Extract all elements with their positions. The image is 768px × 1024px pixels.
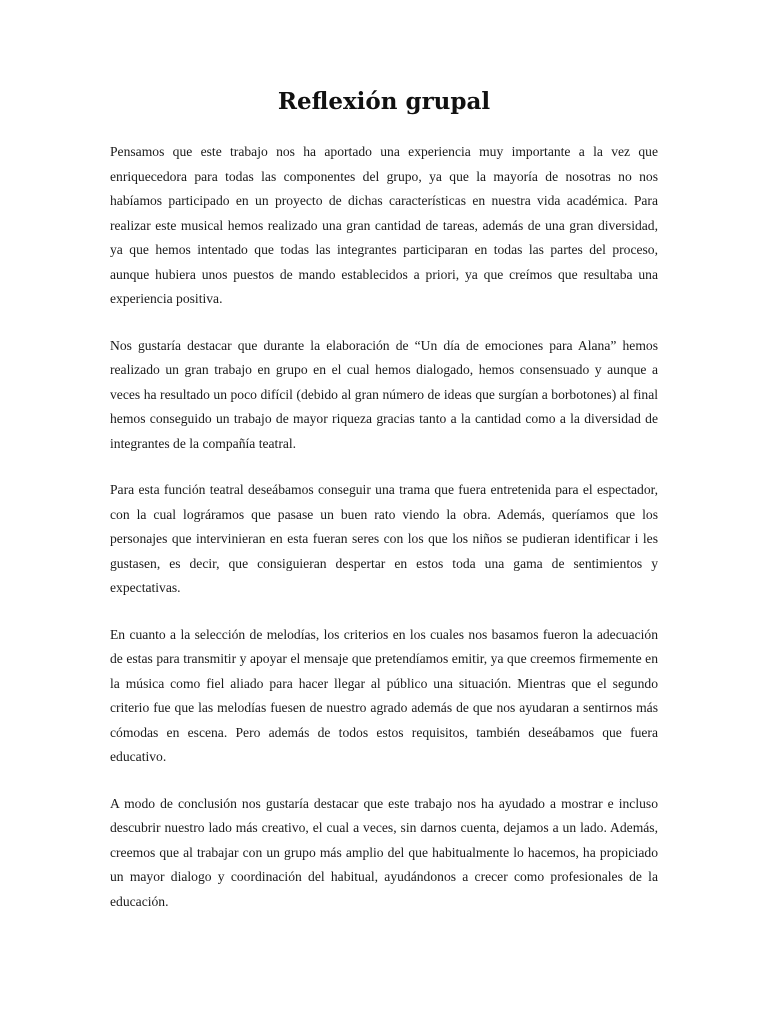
paragraph-2: Nos gustaría destacar que durante la elaboración de “Un día de emociones para Alana” hemos realizado un gran trabajo en grupo en el cual hemos dialogado, hemos consensuado y aunque a veces ha resultado un poco difícil (debido al gran número de ideas que surgían a borbotones) al final hemos conseguido un trabajo de mayor riqueza gracias tanto a la cantidad como a la diversidad de integrantes de la compañía teatral.: [110, 337, 658, 451]
paragraph-4: En cuanto a la selección de melodías, los criterios en los cuales nos basamos fueron la adecuación de estas para transmitir y apoyar el mensaje que pretendíamos emitir, ya que creemos firmemente en la música como fiel aliado para hacer llegar al público una situación. Mientras que el segundo criterio fue que las melodías fuesen de nuestro agrado además de que nos ayudaran a sentirnos más cómodas en escena. Pero además de todos estos requisitos, también deseábamos que fuera educativo.: [110, 626, 658, 764]
document-body: [110, 140, 658, 936]
page-title: Reflexión grupal: [277, 88, 491, 115]
paragraph-1: Pensamos que este trabajo nos ha aportado una experiencia muy importante a la vez que enriquecedora para todas las componentes del grupo, ya que la mayoría de nosotras no nos habíamos participado en un proyecto de dichas características en nuestra vida académica. Para realizar este musical hemos realizado una gran cantidad de tareas, además de una gran diversidad, ya que hemos intentado que todas las integrantes participaran en todas las partes del proceso, aunque hubiera unos puestos de mando establecidos a priori, ya que creímos que resultaba una experiencia positiva.: [110, 144, 658, 306]
paragraph-3: Para esta función teatral deseábamos conseguir una trama que fuera entretenida para el espectador, con la cual lográramos que pasase un buen rato viendo la obra. Además, queríamos que los personajes que intervinieran en esta fueran seres con los que los niños se pudieran identificar i les gustasen, es decir, que consiguieran despertar en estos toda una gama de sentimientos y expectativas.: [110, 482, 658, 595]
paragraph-5: A modo de conclusión nos gustaría destacar que este trabajo nos ha ayudado a mostrar e incluso descubrir nuestro lado más creativo, el cual a veces, sin darnos cuenta, dejamos a un lado. Además, creemos que al trabajar con un grupo más amplio del que habitualmente lo hacemos, ha propiciado un mayor dialogo y coordinación del habitual, ayudándonos a crecer como profesionales de la educación.: [110, 795, 658, 909]
